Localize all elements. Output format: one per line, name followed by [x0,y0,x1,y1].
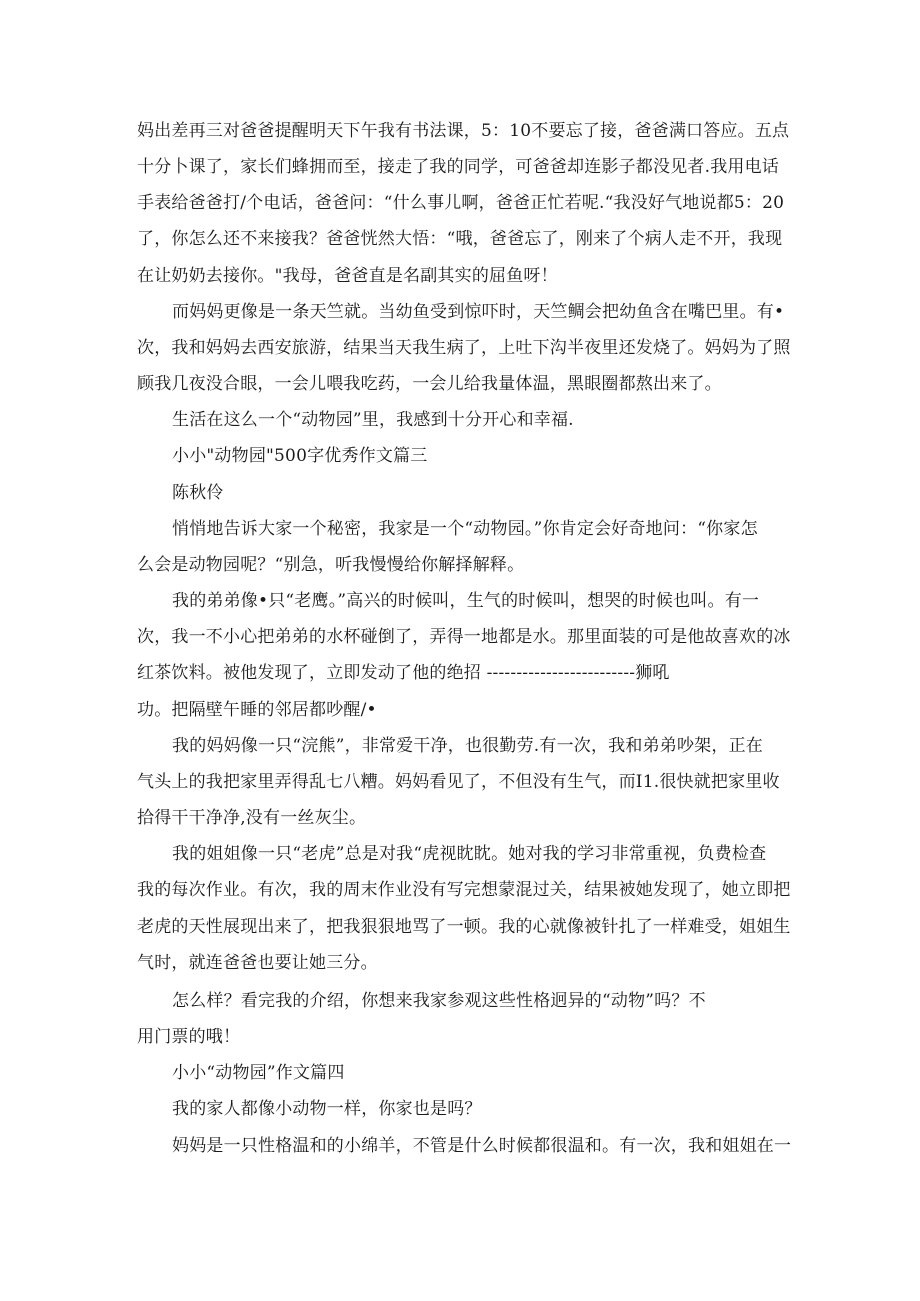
text-line: 次，我一不小心把弟弟的水杯碰倒了，弄得一地都是水。那里面装的可是他故喜欢的冰 [137,627,791,647]
text-line: 我的妈妈像一只“浣熊”，非常爱干净，也很勤劳.有一次，我和弟弟吵架，正在 [172,736,763,756]
text-line: 而妈妈更像是一条天竺就。当幼鱼受到惊吓时，天竺鲷会把幼鱼含在嘴巴里。有• [172,302,785,322]
text-line: 功。把隔壁午睡的邻居都吵醒/• [137,700,377,720]
text-line: 用门票的哦！ [137,1027,241,1047]
text-line: 妈出差再三对爸爸提醒明天下午我有书法课，5：10不要忘了接，爸爸满口答应。五点 [137,121,790,141]
text-line: 红茶饮料。被他发现了，立即发动了他的绝招 -------------------------狮吼 [137,663,670,683]
text-line: 老虎的天性展现出来了，把我狠狠地骂了一顿。我的心就像被针扎了一样难受，姐姐生 [137,917,791,937]
text-line: 我的姐姐像一只“老虎”总是对我“虎视眈眈。她对我的学习非常重视，负费检查 [172,844,767,864]
text-line: 怎么样？看完我的介绍，你想来我家参观这些性格迥异的“动物”吗？不 [172,991,706,1011]
text-line: 生活在这么一个“动物园”里，我感到十分开心和幸福. [172,410,574,430]
text-line: 顾我几夜没合眼，一会儿喂我吃药，一会儿给我量体温，黑眼圈都熬出来了。 [137,374,722,394]
text-line: 我的家人都像小动物一样，你家也是吗？ [172,1099,482,1119]
text-line: 气头上的我把家里弄得乱七八糟。妈妈看见了，不但没有生气，而I1.很快就把家里收 [137,772,780,792]
text-line: 十分卜课了，家长们蜂拥而至，接走了我的同学，可爸爸却连影子都没见者.我用电话 [137,157,780,177]
text-line: 悄悄地告诉大家一个秘密，我家是一个“动物园。”你肯定会好奇地问：“你家怎 [172,519,758,539]
text-line: 么会是动物园呢？“别急，听我慢慢给你解择解释。 [137,555,525,575]
author-name: 陈秋伶 [172,483,224,503]
text-line: 手表给爸爸打/个电话，爸爸问：“什么事儿啊，爸爸正忙若呢.“我没好气地说都5：20 [137,193,785,213]
section-heading: 小小“动物园”作文篇四 [172,1063,345,1083]
section-heading: 小小"动物园"500字优秀作文篇三 [172,446,428,466]
text-line: 次，我和妈妈去西安旅游，结果当天我生病了，上吐下沟半夜里还发烧了。妈妈为了照 [137,338,791,358]
text-line: 我的每次作业。有次，我的周末作业没有写完想蒙混过关，结果被她发现了，她立即把 [137,880,791,900]
text-line: 气时，就连爸爸也要让她三分。 [137,953,378,973]
text-line: 拾得干干净净,没有一丝灰尘。 [137,808,367,828]
text-line: 我的弟弟像•只“老鹰。”高兴的时候叫，生气的时候叫，想哭的时候也叫。有一 [172,591,760,611]
text-line: 在让奶奶去接你。"我母，爸爸直是名副其实的屈鱼呀！ [137,266,558,286]
text-line: 了，你怎么还不来接我？爸爸恍然大悟：“哦，爸爸忘了，刚来了个病人走不开，我现 [137,229,783,249]
text-line: 妈妈是一只性格温和的小绵羊，不管是什么时候都很温和。有一次，我和姐姐在一 [172,1136,792,1156]
